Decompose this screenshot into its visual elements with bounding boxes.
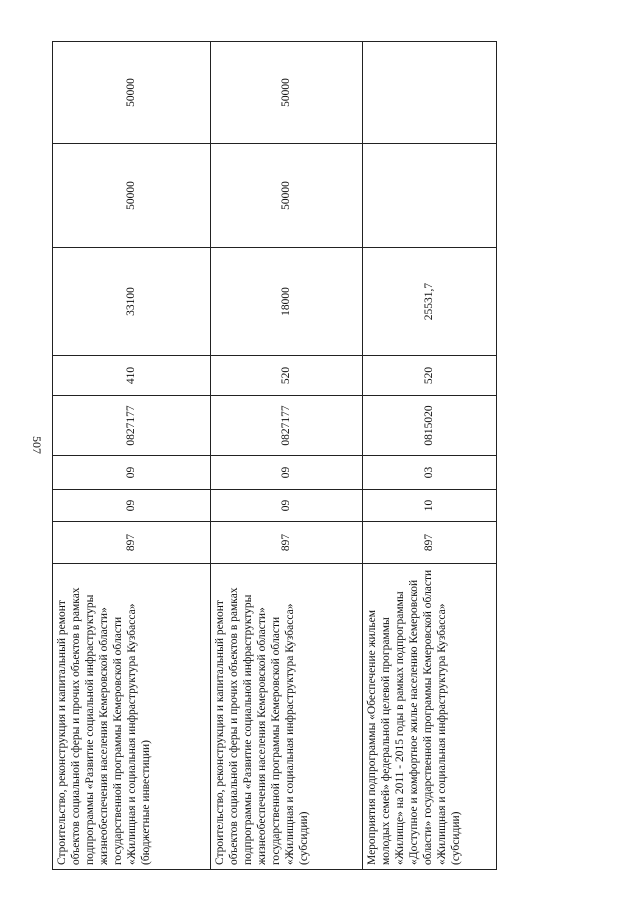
subsection-code: 03 [363,456,497,490]
amount-2 [363,144,497,248]
table-row [211,42,363,870]
expense-type-code: 410 [53,356,211,396]
row-name: Строительство, реконструкция и капитальный ремонт объектов социальной сферы и прочих объектов в рамках подпрограммы «Развитие социальной инфраструктуры жизнеобеспечения населения Кемеровской области» государственной программы Кемеровской области «Жилищная и социальная инфраструктура Кузбасса» (бюджетные инвестиции) [53,564,211,870]
dept-code: 897 [53,522,211,564]
dept-code: 897 [211,522,363,564]
row-name: Мероприятия подпрограммы «Обеспечение жильем молодых семей» федеральной целевой программы «Жилище» на 2011 - 2015 годы в рамках подпрограммы «Доступное и комфортное жилье населению Кемеровской области» государственной программы Кемеровской области «Жилищная и социальная инфраструктура Кузбасса» (субсидии) [363,564,497,870]
budget-table [52,41,497,870]
table-row [53,42,211,870]
amount-3: 50000 [53,42,211,144]
section-code: 09 [53,490,211,522]
dept-code: 897 [363,522,497,564]
row-name: Строительство, реконструкция и капитальный ремонт объектов социальной сферы и прочих объектов в рамках подпрограммы «Развитие социальной инфраструктуры жизнеобеспечения населения Кемеровской области» государственной программы Кемеровской области «Жилищная и социальная инфраструктура Кузбасса» (субсидии) [211,564,363,870]
target-code: 0815020 [363,396,497,456]
section-code: 09 [211,490,363,522]
amount-2: 50000 [211,144,363,248]
amount-1: 18000 [211,248,363,356]
amount-3 [363,42,497,144]
page-number: 507 [30,436,44,454]
amount-2: 50000 [53,144,211,248]
amount-1: 33100 [53,248,211,356]
section-code: 10 [363,490,497,522]
subsection-code: 09 [211,456,363,490]
budget-table-rotated [52,42,496,870]
table-row [363,42,497,870]
target-code: 0827177 [53,396,211,456]
amount-3: 50000 [211,42,363,144]
expense-type-code: 520 [211,356,363,396]
target-code: 0827177 [211,396,363,456]
amount-1: 25531,7 [363,248,497,356]
subsection-code: 09 [53,456,211,490]
expense-type-code: 520 [363,356,497,396]
